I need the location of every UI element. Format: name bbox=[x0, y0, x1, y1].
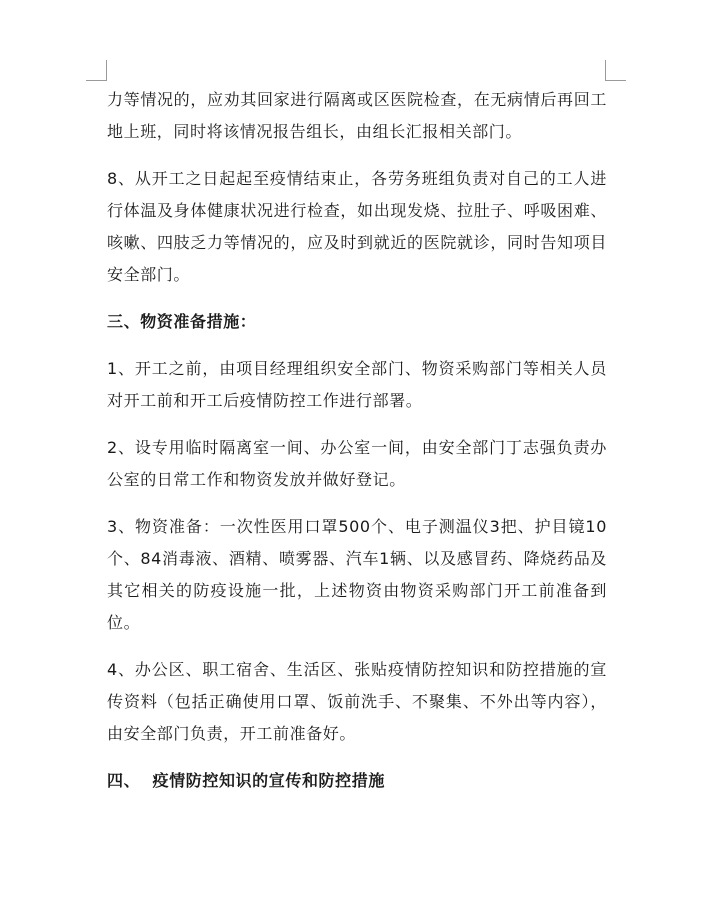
paragraph-item-8: 8、从开工之日起起至疫情结束止，各劳务班组负责对自己的工人进行体温及身体健康状况进行检查，如出现发烧、拉肚子、呼吸困难、咳嗽、四肢乏力等情况的，应及时到就近的医院就诊，同时告知项目安全部门。 bbox=[107, 169, 607, 284]
crop-mark-top-right bbox=[605, 60, 626, 81]
paragraph-item-3: 3、物资准备：一次性医用口罩500个、电子测温仪3把、护目镜10个、84消毒液、酒精、喷雾器、汽车1辆、以及感冒药、降烧药品及其它相关的防疫设施一批，上述物资由物资采购部门开工前准备到位。 bbox=[107, 517, 607, 632]
paragraph-continued: 力等情况的，应劝其回家进行隔离或区医院检查，在无病情后再回工地上班，同时将该情况报告组长，由组长汇报相关部门。 bbox=[107, 90, 607, 141]
crop-mark-top-left bbox=[86, 60, 107, 81]
paragraph-item-2: 2、设专用临时隔离室一间、办公室一间，由安全部门丁志强负责办公室的日常工作和物资发放并做好登记。 bbox=[107, 438, 607, 489]
section-heading-3: 三、物资准备措施： bbox=[107, 312, 257, 331]
document-body bbox=[107, 84, 607, 797]
section-heading-4: 四、 疫情防控知识的宣传和防控措施 bbox=[107, 771, 385, 790]
paragraph-item-4: 4、办公区、职工宿舍、生活区、张贴疫情防控知识和防控措施的宣传资料（包括正确使用口罩、饭前洗手、不聚集、不外出等内容），由安全部门负责，开工前准备好。 bbox=[107, 660, 607, 743]
paragraph-item-1: 1、开工之前，由项目经理组织安全部门、物资采购部门等相关人员对开工前和开工后疫情防控工作进行部署。 bbox=[107, 359, 607, 410]
